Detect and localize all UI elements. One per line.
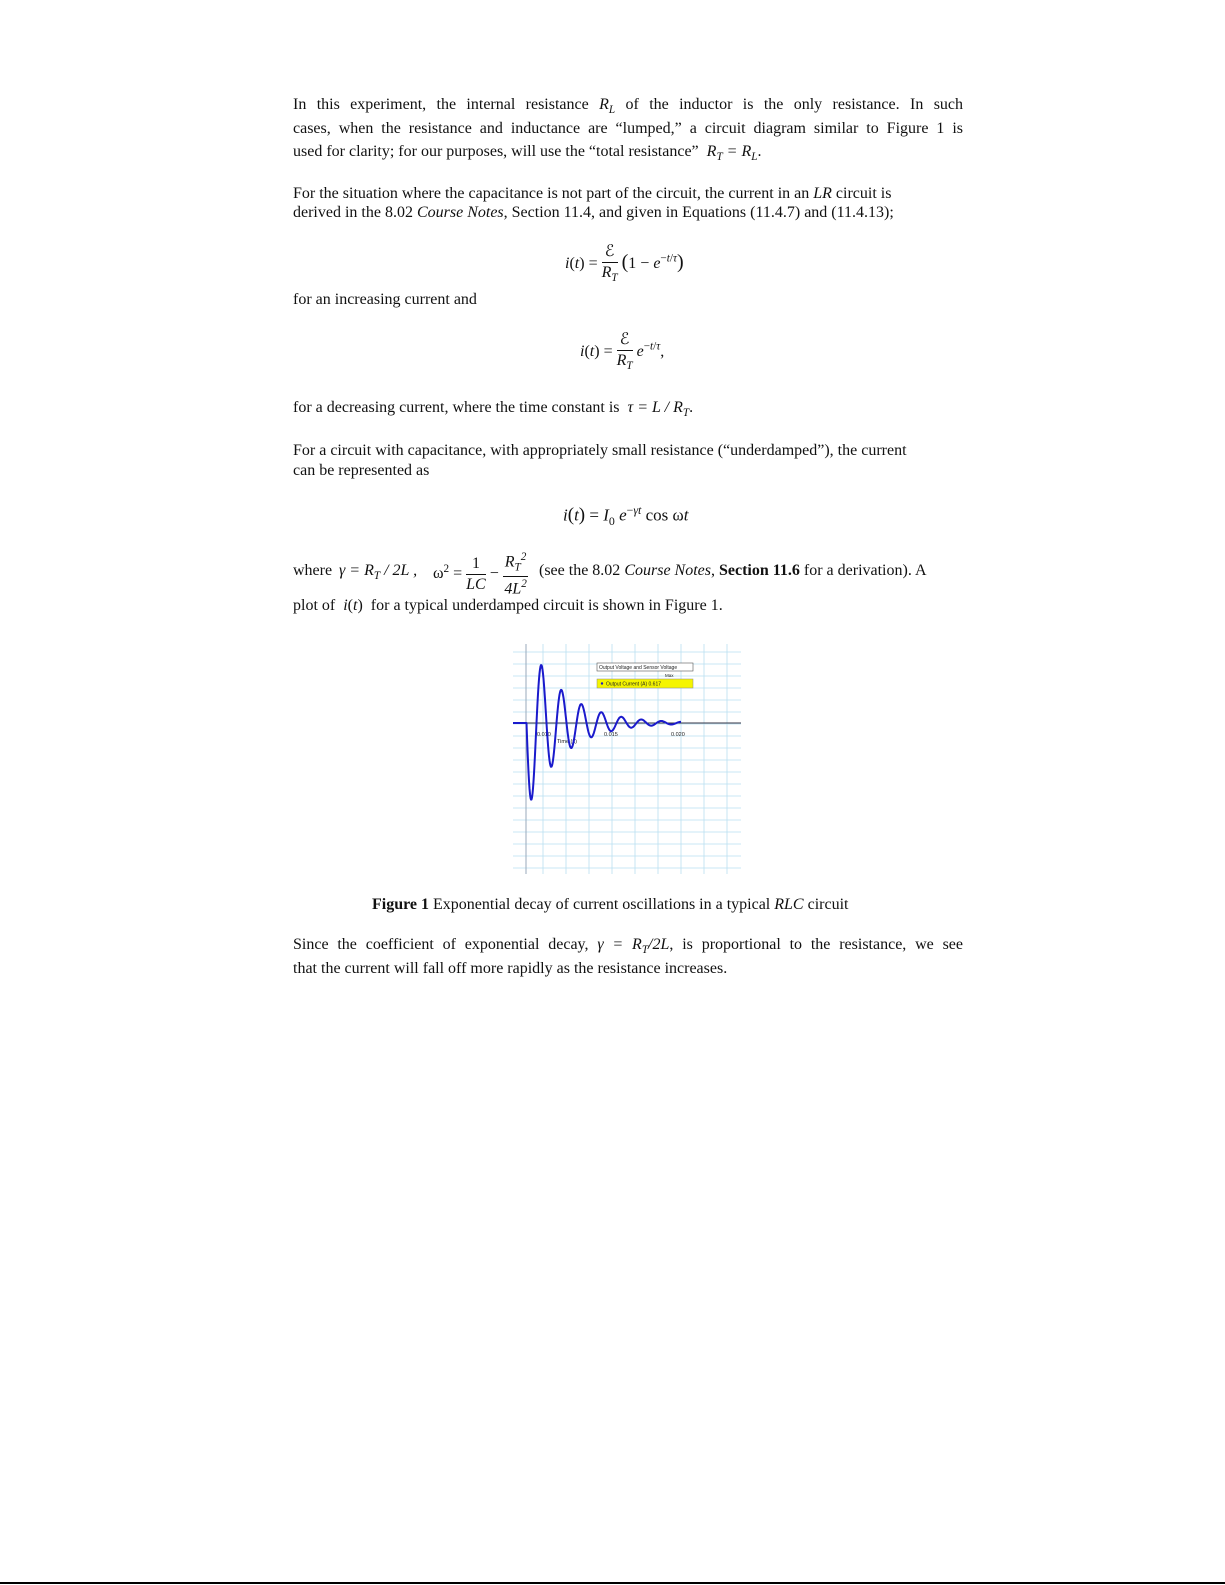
math-gamma: $\gamma = R_T / 2L$ ,	[339, 562, 418, 583]
paragraph-3: for an increasing current and	[293, 291, 477, 308]
caption-label: Figure 1	[372, 896, 430, 913]
legend-header: Output Voltage and Sensor Voltage	[599, 665, 678, 671]
equation-increasing-current: i(t) = $\frac{\text{ℰ}}{R_T}$ $(1 - e^{-t/\tau})$	[565, 243, 684, 285]
caption-text-end: circuit	[807, 896, 849, 913]
text: Since the coefficient of exponential decay,	[293, 936, 589, 953]
text-section: Section 11.6	[718, 562, 800, 579]
paragraph-2-line-1	[293, 185, 891, 203]
page-bottom-rule	[0, 1582, 1225, 1584]
math-RT-eq-RL: $R_T = R_L$	[702, 143, 758, 164]
paragraph-2-line-2	[293, 204, 894, 222]
math-tau: $\tau = L / R_T$	[623, 399, 690, 420]
paragraph-1-line-1	[293, 96, 963, 116]
x-tick-label-2: 0.020	[671, 732, 685, 738]
text: , Section 11.4, and given in Equations (11.4.7) and (11.4.13);	[503, 204, 894, 221]
figure-1-caption	[372, 896, 848, 914]
text: For the situation where the capacitance is not part of the circuit, the current in an	[293, 185, 810, 202]
caption-rlc: RLC	[774, 896, 804, 913]
text-LR: LR	[813, 185, 832, 202]
text: derived in the 8.02	[293, 204, 413, 221]
text: for a decreasing current, where the time constant is	[293, 399, 620, 416]
equation-underdamped-current: $i(t) = I_0$ $e^{-\gamma t}$ cos ωt	[563, 503, 689, 529]
text: where	[293, 562, 333, 579]
text: for a typical underdamped circuit is shown in Figure 1.	[370, 597, 723, 614]
paragraph-4: for a decreasing current, where the time constant is $\tau = L / R_T$.	[293, 399, 694, 420]
text: used for clarity; for our purposes, will use the “total resistance”	[293, 143, 699, 160]
paragraph-6	[293, 549, 963, 598]
text-see-notes: (see the 8.02 Course Notes, Section 11.6 for a derivation). A	[539, 562, 927, 579]
math-i-of-t: i	[339, 597, 348, 614]
text: (see the 8.02	[539, 562, 621, 579]
equation-decreasing-current: i(t) = $\frac{\text{ℰ}}{R_T}$ $e^{-t/\tau}$,	[580, 331, 665, 373]
figure-1-chart	[513, 644, 741, 882]
legend-marker	[601, 682, 603, 684]
caption-text: Exponential decay of current oscillations in a typical	[433, 896, 771, 913]
paragraph-1-line-2: cases, when the resistance and inductance are “lumped,” a circuit diagram similar to Figure 1 is	[293, 120, 963, 137]
paragraph-8-line-2: that the current will fall off more rapidly as the resistance increases.	[293, 960, 728, 977]
paragraph-7: plot of i(t) for a typical underdamped circuit is shown in Figure 1.	[293, 597, 723, 614]
text: , is proportional to the resistance, we see	[669, 936, 963, 953]
math-RL: $R_L$	[599, 96, 616, 117]
paragraph-8-line-1	[293, 936, 963, 956]
paragraph-1-line-3: used for clarity; for our purposes, will use the “total resistance” $R_T = R_L$.	[293, 143, 762, 164]
paragraph-5-line-2: can be represented as	[293, 462, 430, 479]
text: for a derivation). A	[803, 562, 927, 579]
text: of the inductor is the only resistance. In such	[625, 96, 964, 113]
text-course-notes: Course Notes	[624, 562, 711, 579]
x-tick-label-1: 0.015	[604, 732, 618, 738]
x-tick-label-0: 0.010	[537, 732, 551, 738]
legend-entry: Output Current (A) 0.617	[606, 681, 662, 688]
text: In this experiment, the internal resistance	[293, 96, 589, 113]
x-axis-label: Time (s)	[557, 739, 577, 745]
legend-subheader: Max	[665, 673, 674, 678]
paragraph-5-line-1: For a circuit with capacitance, with appropriately small resistance (“underdamped”), the current	[293, 442, 907, 459]
text: circuit is	[835, 185, 892, 202]
math-gamma-2: $\gamma = R_T/2L$	[597, 936, 670, 957]
text: plot of	[293, 597, 336, 614]
text-course-notes: Course Notes	[416, 204, 504, 221]
math-omega: $\omega^2$ = $\frac{1}{LC}$ − $\frac{R_T^2}{4L^2}$	[433, 551, 527, 598]
